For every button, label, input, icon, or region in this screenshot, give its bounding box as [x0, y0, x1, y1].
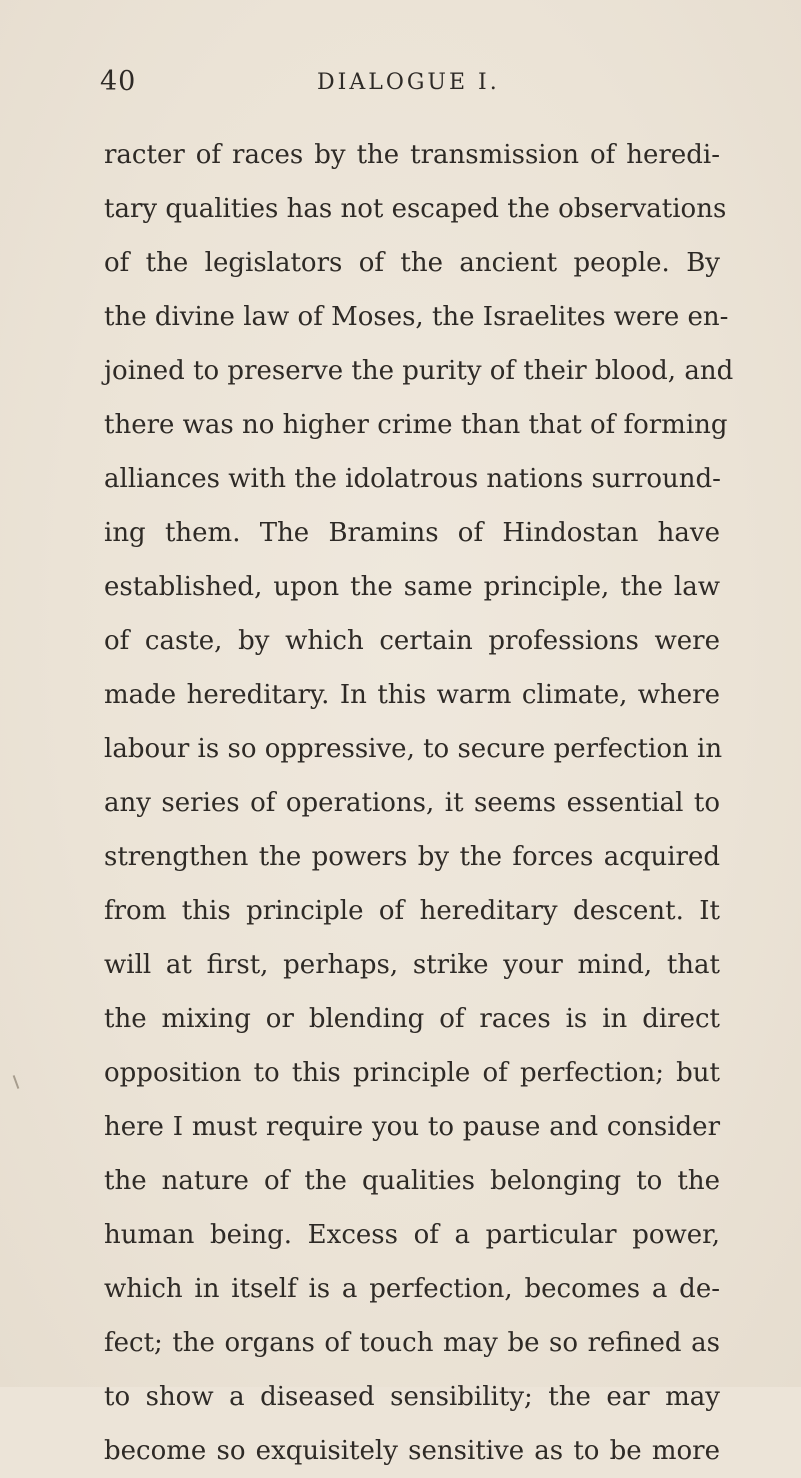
- page-edge-mark: [13, 1075, 20, 1089]
- body-text: [104, 128, 734, 1478]
- text-line: joined to preserve the purity of their blood, and: [104, 356, 734, 386]
- text-line: there was no higher crime than that of forming: [104, 410, 728, 440]
- text-line: established, upon the same principle, the law: [104, 572, 720, 602]
- text-line: tary qualities has not escaped the observations: [104, 194, 727, 224]
- text-line: the nature of the qualities belonging to the: [104, 1166, 720, 1196]
- text-line: will at first, perhaps, strike your mind, that: [104, 950, 720, 980]
- text-line: opposition to this principle of perfection; but: [104, 1058, 720, 1088]
- page-header: [0, 66, 801, 106]
- running-title: DIALOGUE I.: [317, 70, 500, 95]
- text-line: of the legislators of the ancient people. By: [104, 248, 720, 278]
- text-line: made hereditary. In this warm climate, where: [104, 680, 720, 710]
- text-line: the mixing or blending of races is in direct: [104, 1004, 720, 1034]
- text-line: of caste, by which certain professions were: [104, 626, 720, 656]
- text-line: the divine law of Moses, the Israelites were en-: [104, 302, 729, 332]
- text-line: racter of races by the transmission of heredi-: [104, 140, 720, 170]
- text-line: here I must require you to pause and consider: [104, 1112, 720, 1142]
- text-line: become so exquisitely sensitive as to be more: [104, 1436, 720, 1466]
- text-line: any series of operations, it seems essential to: [104, 788, 720, 818]
- text-line: from this principle of hereditary descent. It: [104, 896, 720, 926]
- text-line: ing them. The Bramins of Hindostan have: [104, 518, 720, 548]
- text-line: labour is so oppressive, to secure perfection in: [104, 734, 723, 764]
- text-line: to show a diseased sensibility; the ear may: [104, 1382, 720, 1412]
- page-number: 40: [100, 66, 137, 97]
- text-line: strengthen the powers by the forces acquired: [104, 842, 720, 872]
- text-line: which in itself is a perfection, becomes a de-: [104, 1274, 720, 1304]
- text-line: fect; the organs of touch may be so refined as: [104, 1328, 720, 1358]
- text-line: alliances with the idolatrous nations surround-: [104, 464, 721, 494]
- text-line: human being. Excess of a particular power,: [104, 1220, 720, 1250]
